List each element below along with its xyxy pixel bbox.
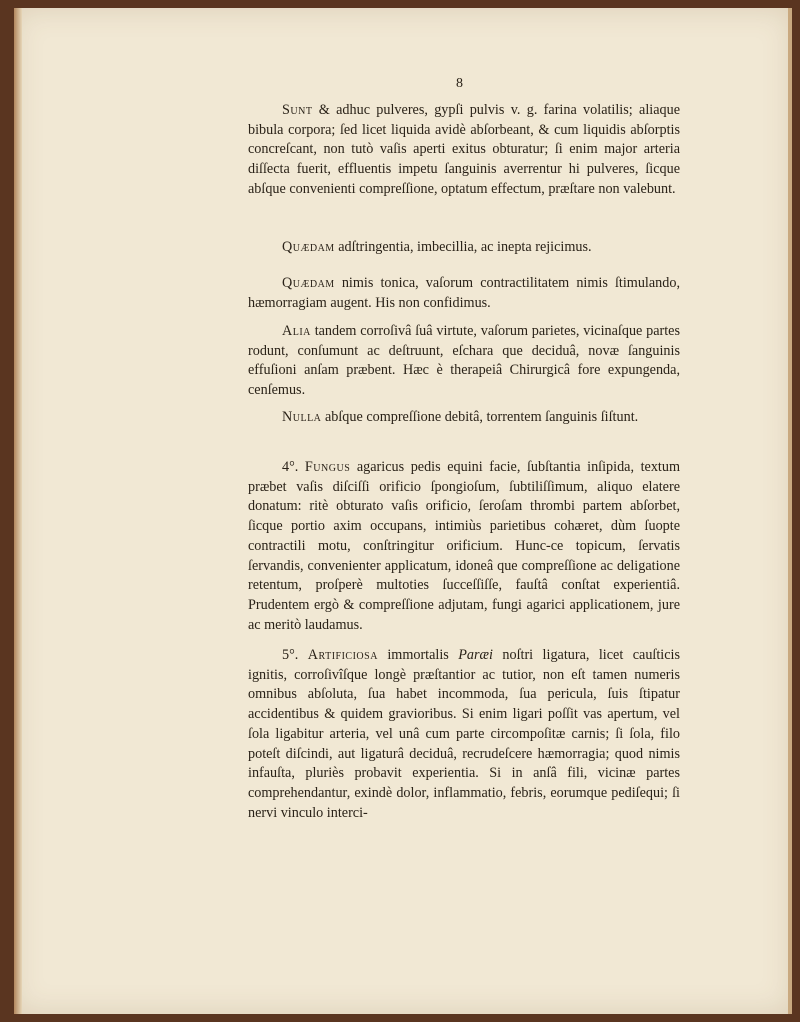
paragraph-quaedam-1 xyxy=(248,238,680,258)
paragraph-quaedam-2 xyxy=(248,274,680,313)
paragraph-text: agaricus pedis equini facie, ſubſtantia inſipida, textum præbet vaſis diſciſſi orificio ſpongioſum, ſubtiliſſimum, aliquo elatere donatum: ritè obturato vaſis orificio, ſeroſam thrombi partem abſorbet, ſicque portio axim occupans, intimiùs parietibus cohæret, dùm ſuopte contractili motu, conſtringitur orificium. Hunc-ce topicum, ſervatis ſervandis, convenienter applicatum, idoneâ que compreſſione ac deligatione retentum, proſperè multoties ſucceſſiſſe, fauſtâ conſtat experientiâ. Prudentem ergò & compreſſione adjutam, fungi agarici applicationem, jure ac meritò laudamus. xyxy=(248,459,680,633)
paragraph-text: tandem corroſivâ ſuâ virtute, vaſorum parietes, vicinaſque partes rodunt, conſumunt ac deſtruunt, eſchara que deciduâ, novæ ſanguinis effuſioni anſam præbent. Hæc è therapeiâ Chirurgicâ fore expungenda, cenſemus. xyxy=(248,323,680,399)
page-number: 8 xyxy=(456,76,463,91)
paragraph-fungus xyxy=(248,458,680,635)
paragraph-number: 5°. xyxy=(282,647,299,663)
paragraph-text: & adhuc pulveres, gypſi pulvis v. g. farina volatilis; aliaque bibula corpora; ſed licet liquida avidè abſorbeant, & cum liquidis abſorptis concreſcant, non tutò vaſis aperti exitus obturatur; ſi enim major arteria diſſecta fuerit, effluentis impetu ſanguinis averrentur hi pulveres, ſicque abſque convenienti compreſſione, optatum effectum, præſtare non valebunt. xyxy=(248,102,680,197)
paragraph-text: abſque compreſſione debitâ, torrentem ſanguinis ſiſtunt. xyxy=(321,409,639,425)
paragraph-nulla xyxy=(248,408,680,428)
paragraph-artificiosa xyxy=(248,646,680,823)
paragraph-lead: Quædam xyxy=(282,239,335,255)
paragraph-text: adſtringentia, imbecillia, ac inepta rejicimus. xyxy=(334,239,592,255)
paragraph-text: nimis tonica, vaſorum contractilitatem nimis ſtimulando, hæmorragiam augent. His non confidimus. xyxy=(248,275,680,311)
paragraph-number: 4°. xyxy=(282,459,299,475)
page-edge xyxy=(788,8,792,1014)
paragraph-lead: Sunt xyxy=(282,102,313,118)
paragraph-lead: Alia xyxy=(282,323,311,339)
paragraph-italic-name: Paræi xyxy=(458,647,493,663)
paragraph-text: noſtri ligatura, licet cauſticis ignitis, corroſivîſque longè præſtantior ac tutior, non eſt tamen numeris omnibus abſoluta, ſua habet incommoda, ſua pericula, ſuis ſtipatur accidentibus & quidem gravioribus. Si enim ligari poſſit vas apertum, vel ſola ligabitur arteria, vel unâ cum parte circompoſitæ carnis; ſi ſola, filo poteſt diſcindi, aut ligaturâ deciduâ, recrudeſcere hæmorragia; quod nimis infauſta, pluriès probavit experientia. Si in anſâ fili, vicinæ partes comprehendantur, exindè dolor, inflammatio, febris, eorumque pediſequi; ſi nervi vinculo interci- xyxy=(248,647,680,821)
paragraph-alia xyxy=(248,322,680,401)
paragraph-sunt xyxy=(248,101,680,200)
page-gutter xyxy=(14,8,22,1014)
paragraph-lead: Quædam xyxy=(282,275,335,291)
paragraph-lead: Nulla xyxy=(282,409,322,425)
paragraph-lead: Fungus xyxy=(304,459,351,475)
paragraph-lead: Artificiosa xyxy=(307,647,378,663)
paragraph-text-before: immortalis xyxy=(377,647,459,663)
